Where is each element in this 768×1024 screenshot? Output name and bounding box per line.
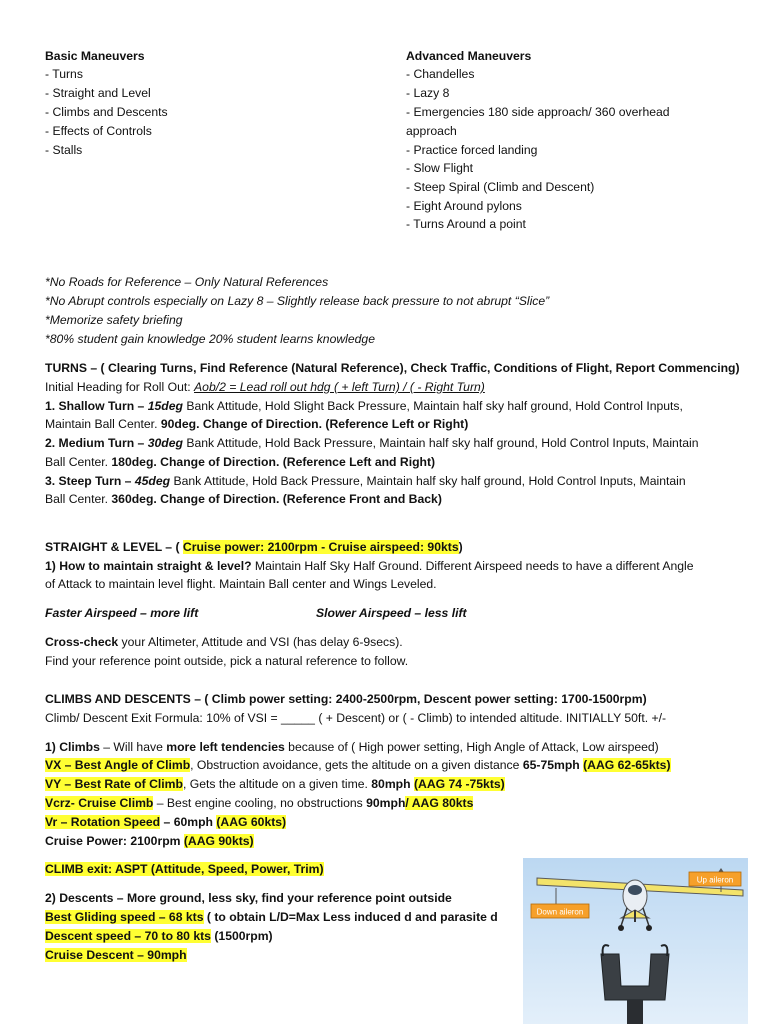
straight-level-answer2: of Attack to maintain level flight. Maintain Ball center and Wings Leveled. xyxy=(45,577,437,591)
cross-check-text: your Altimeter, Attitude and VSI (has delay 6-9secs). xyxy=(118,635,403,649)
descents-header: 2) Descents – More ground, less sky, find your reference point outside xyxy=(45,891,452,905)
yoke-shape xyxy=(601,954,669,1000)
aileron-illustration xyxy=(523,858,748,1024)
descent-speed-highlight: Descent speed – 70 to 80 kts xyxy=(45,929,211,943)
aileron-diagram xyxy=(523,858,748,1024)
list-item: - Straight and Level xyxy=(45,86,151,100)
climb-exit-line xyxy=(45,861,324,877)
shallow-turn-direction: 90deg. Change of Direction. (Reference Left or Right) xyxy=(160,417,469,431)
cruise-descent-highlight: Cruise Descent – 90mph xyxy=(45,948,187,962)
cruise-settings-highlight: Cruise power: 2100rpm - Cruise airspeed: 90kts xyxy=(182,540,459,554)
steep-turn-line xyxy=(45,473,686,489)
steep-turn-direction: 360deg. Change of Direction xyxy=(111,492,276,506)
best-glide-line xyxy=(45,909,498,925)
vr-highlight: Vr – Rotation Speed xyxy=(45,815,161,829)
steep-turn-reference: . (Reference Front and Back) xyxy=(275,492,442,506)
up-aileron-label: Up aileron xyxy=(696,875,734,885)
list-item: - Lazy 8 xyxy=(406,86,450,100)
vx-speed: 65-75mph xyxy=(522,758,580,772)
exit-formula: Climb/ Descent Exit Formula: 10% of VSI = _____ ( + Descent) or ( - Climb) to intended altitude. INITIALLY 50ft. +/- xyxy=(45,711,667,725)
list-item: - Slow Flight xyxy=(406,161,474,175)
list-item: - Effects of Controls xyxy=(45,124,152,138)
left-tendencies: more left tendencies xyxy=(166,740,285,754)
basic-maneuvers-heading: Basic Maneuvers xyxy=(45,49,145,63)
climbs-descents-header: CLIMBS AND DESCENTS – ( Climb power setting: 2400-2500rpm, Descent power setting: 1700-1500rpm) xyxy=(45,692,647,706)
faster-airspeed: Faster Airspeed – more lift xyxy=(45,606,199,620)
yoke-column xyxy=(627,1000,643,1024)
list-item: - Emergencies 180 side approach/ 360 overhead xyxy=(406,105,670,119)
vr-line xyxy=(45,814,286,830)
descent-speed-line xyxy=(45,928,273,944)
cockpit-shape xyxy=(628,885,642,895)
fuselage-shape xyxy=(623,880,647,912)
vr-aag: (AAG 60kts) xyxy=(216,815,287,829)
steep-turn-label: 3. Steep Turn – xyxy=(45,474,135,488)
vcrz-highlight: Vcrz- Cruise Climb xyxy=(45,796,154,810)
medium-turn-direction: 180deg. Change of Direction xyxy=(111,455,276,469)
down-aileron-label: Down aileron xyxy=(536,907,584,917)
medium-turn-reference: . (Reference Left and Right) xyxy=(275,455,436,469)
cross-check-bold: Cross-check xyxy=(45,635,119,649)
vx-desc: , Obstruction avoidance, gets the altitude on a given distance xyxy=(190,758,523,772)
shallow-turn-label: 1. Shallow Turn – xyxy=(45,399,148,413)
slower-airspeed: Slower Airspeed – less lift xyxy=(316,606,467,620)
medium-turn-ball: Ball Center. xyxy=(45,455,112,469)
shallow-turn-line xyxy=(45,398,683,414)
vcrz-aag: / AAG 80kts xyxy=(405,796,474,810)
vcrz-desc: – Best engine cooling, no obstructions xyxy=(153,796,367,810)
turns-header: TURNS – ( Clearing Turns, Find Reference (Natural Reference), Check Traffic, Conditions of Flight, Report Commencing) xyxy=(45,361,740,375)
note-line: *No Abrupt controls especially on Lazy 8 – Slightly release back pressure to not abrupt “Slice” xyxy=(45,294,550,308)
steep-turn-desc: Bank Attitude, Hold Back Pressure, Maintain half sky half ground, Hold Control Inputs, Maintain xyxy=(170,474,686,488)
cross-check-line xyxy=(45,634,403,650)
vcrz-speed: 90mph xyxy=(366,796,406,810)
shallow-turn-deg: 15deg xyxy=(147,399,183,413)
rollout-label: Initial Heading for Roll Out: xyxy=(45,380,195,394)
find-reference-line: Find your reference point outside, pick a natural reference to follow. xyxy=(45,654,409,668)
best-glide-note: ( to obtain L/D=Max Less induced d and parasite d xyxy=(203,910,498,924)
rollout-formula: Aob/2 = Lead roll out hdg ( + left Turn) / ( - Right Turn) xyxy=(194,380,485,394)
straight-level-header xyxy=(45,539,463,555)
climbs-line xyxy=(45,739,659,755)
list-item: - Eight Around pylons xyxy=(406,199,522,213)
vr-speed: – 60mph xyxy=(160,815,217,829)
straight-level-question xyxy=(45,558,694,574)
vx-line xyxy=(45,757,671,773)
question-answer: Maintain Half Sky Half Ground. Different Airspeed needs to have a different Angle xyxy=(251,559,694,573)
climb-exit-highlight: CLIMB exit: ASPT (Attitude, Speed, Power, Trim) xyxy=(45,862,324,876)
medium-turn-deg: 30deg xyxy=(147,436,183,450)
list-item: - Turns xyxy=(45,67,83,81)
shallow-turn-line2 xyxy=(45,416,468,432)
cruise-power: Cruise Power: 2100rpm xyxy=(45,834,184,848)
shallow-turn-desc: Bank Attitude, Hold Slight Back Pressure, Maintain half sky half ground, Hold Control Inputs, xyxy=(182,399,683,413)
vx-highlight: VX – Best Angle of Climb xyxy=(45,758,191,772)
note-line: *80% student gain knowledge 20% student learns knowledge xyxy=(45,332,375,346)
shallow-turn-ball: Maintain Ball Center. xyxy=(45,417,161,431)
medium-turn-label: 2. Medium Turn – xyxy=(45,436,148,450)
medium-turn-desc: Bank Attitude, Hold Back Pressure, Maintain half sky half ground, Hold Control Inputs, Maintain xyxy=(182,436,699,450)
list-item: - Steep Spiral (Climb and Descent) xyxy=(406,180,595,194)
straight-level-title: STRAIGHT & LEVEL – ( xyxy=(45,540,183,554)
cruise-power-line xyxy=(45,833,254,849)
medium-turn-line2 xyxy=(45,454,435,470)
advanced-maneuvers-heading: Advanced Maneuvers xyxy=(406,49,532,63)
note-line: *Memorize safety briefing xyxy=(45,313,183,327)
descent-rpm: (1500rpm) xyxy=(210,929,273,943)
vy-line xyxy=(45,776,505,792)
steep-turn-ball: Ball Center. xyxy=(45,492,112,506)
note-line: *No Roads for Reference – Only Natural References xyxy=(45,275,329,289)
vy-desc: , Gets the altitude on a given time. xyxy=(182,777,372,791)
list-item: approach xyxy=(406,124,457,138)
list-item: - Stalls xyxy=(45,143,83,157)
question-bold: 1) How to maintain straight & level? xyxy=(45,559,252,573)
cruise-descent-line xyxy=(45,947,187,963)
cruise-power-aag: (AAG 90kts) xyxy=(183,834,254,848)
straight-level-close: ) xyxy=(458,540,463,554)
list-item: - Climbs and Descents xyxy=(45,105,168,119)
list-item: - Practice forced landing xyxy=(406,143,538,157)
climbs-dash: – Will have xyxy=(99,740,167,754)
list-item: - Chandelles xyxy=(406,67,475,81)
medium-turn-line xyxy=(45,435,698,451)
climbs-label: 1) Climbs xyxy=(45,740,100,754)
steep-turn-deg: 45deg xyxy=(134,474,171,488)
vx-aag: (AAG 62-65kts) xyxy=(583,758,671,772)
vy-highlight: VY – Best Rate of Climb xyxy=(45,777,183,791)
best-glide-highlight: Best Gliding speed – 68 kts xyxy=(45,910,204,924)
vy-speed: 80mph xyxy=(371,777,411,791)
vcrz-line xyxy=(45,795,473,811)
rollout-line xyxy=(45,379,485,395)
wheel-right xyxy=(646,925,652,931)
steep-turn-line2 xyxy=(45,491,442,507)
list-item: - Turns Around a point xyxy=(406,217,526,231)
climbs-reason: because of ( High power setting, High Angle of Attack, Low airspeed) xyxy=(284,740,659,754)
vy-aag: (AAG 74 -75kts) xyxy=(413,777,505,791)
wheel-left xyxy=(618,925,624,931)
